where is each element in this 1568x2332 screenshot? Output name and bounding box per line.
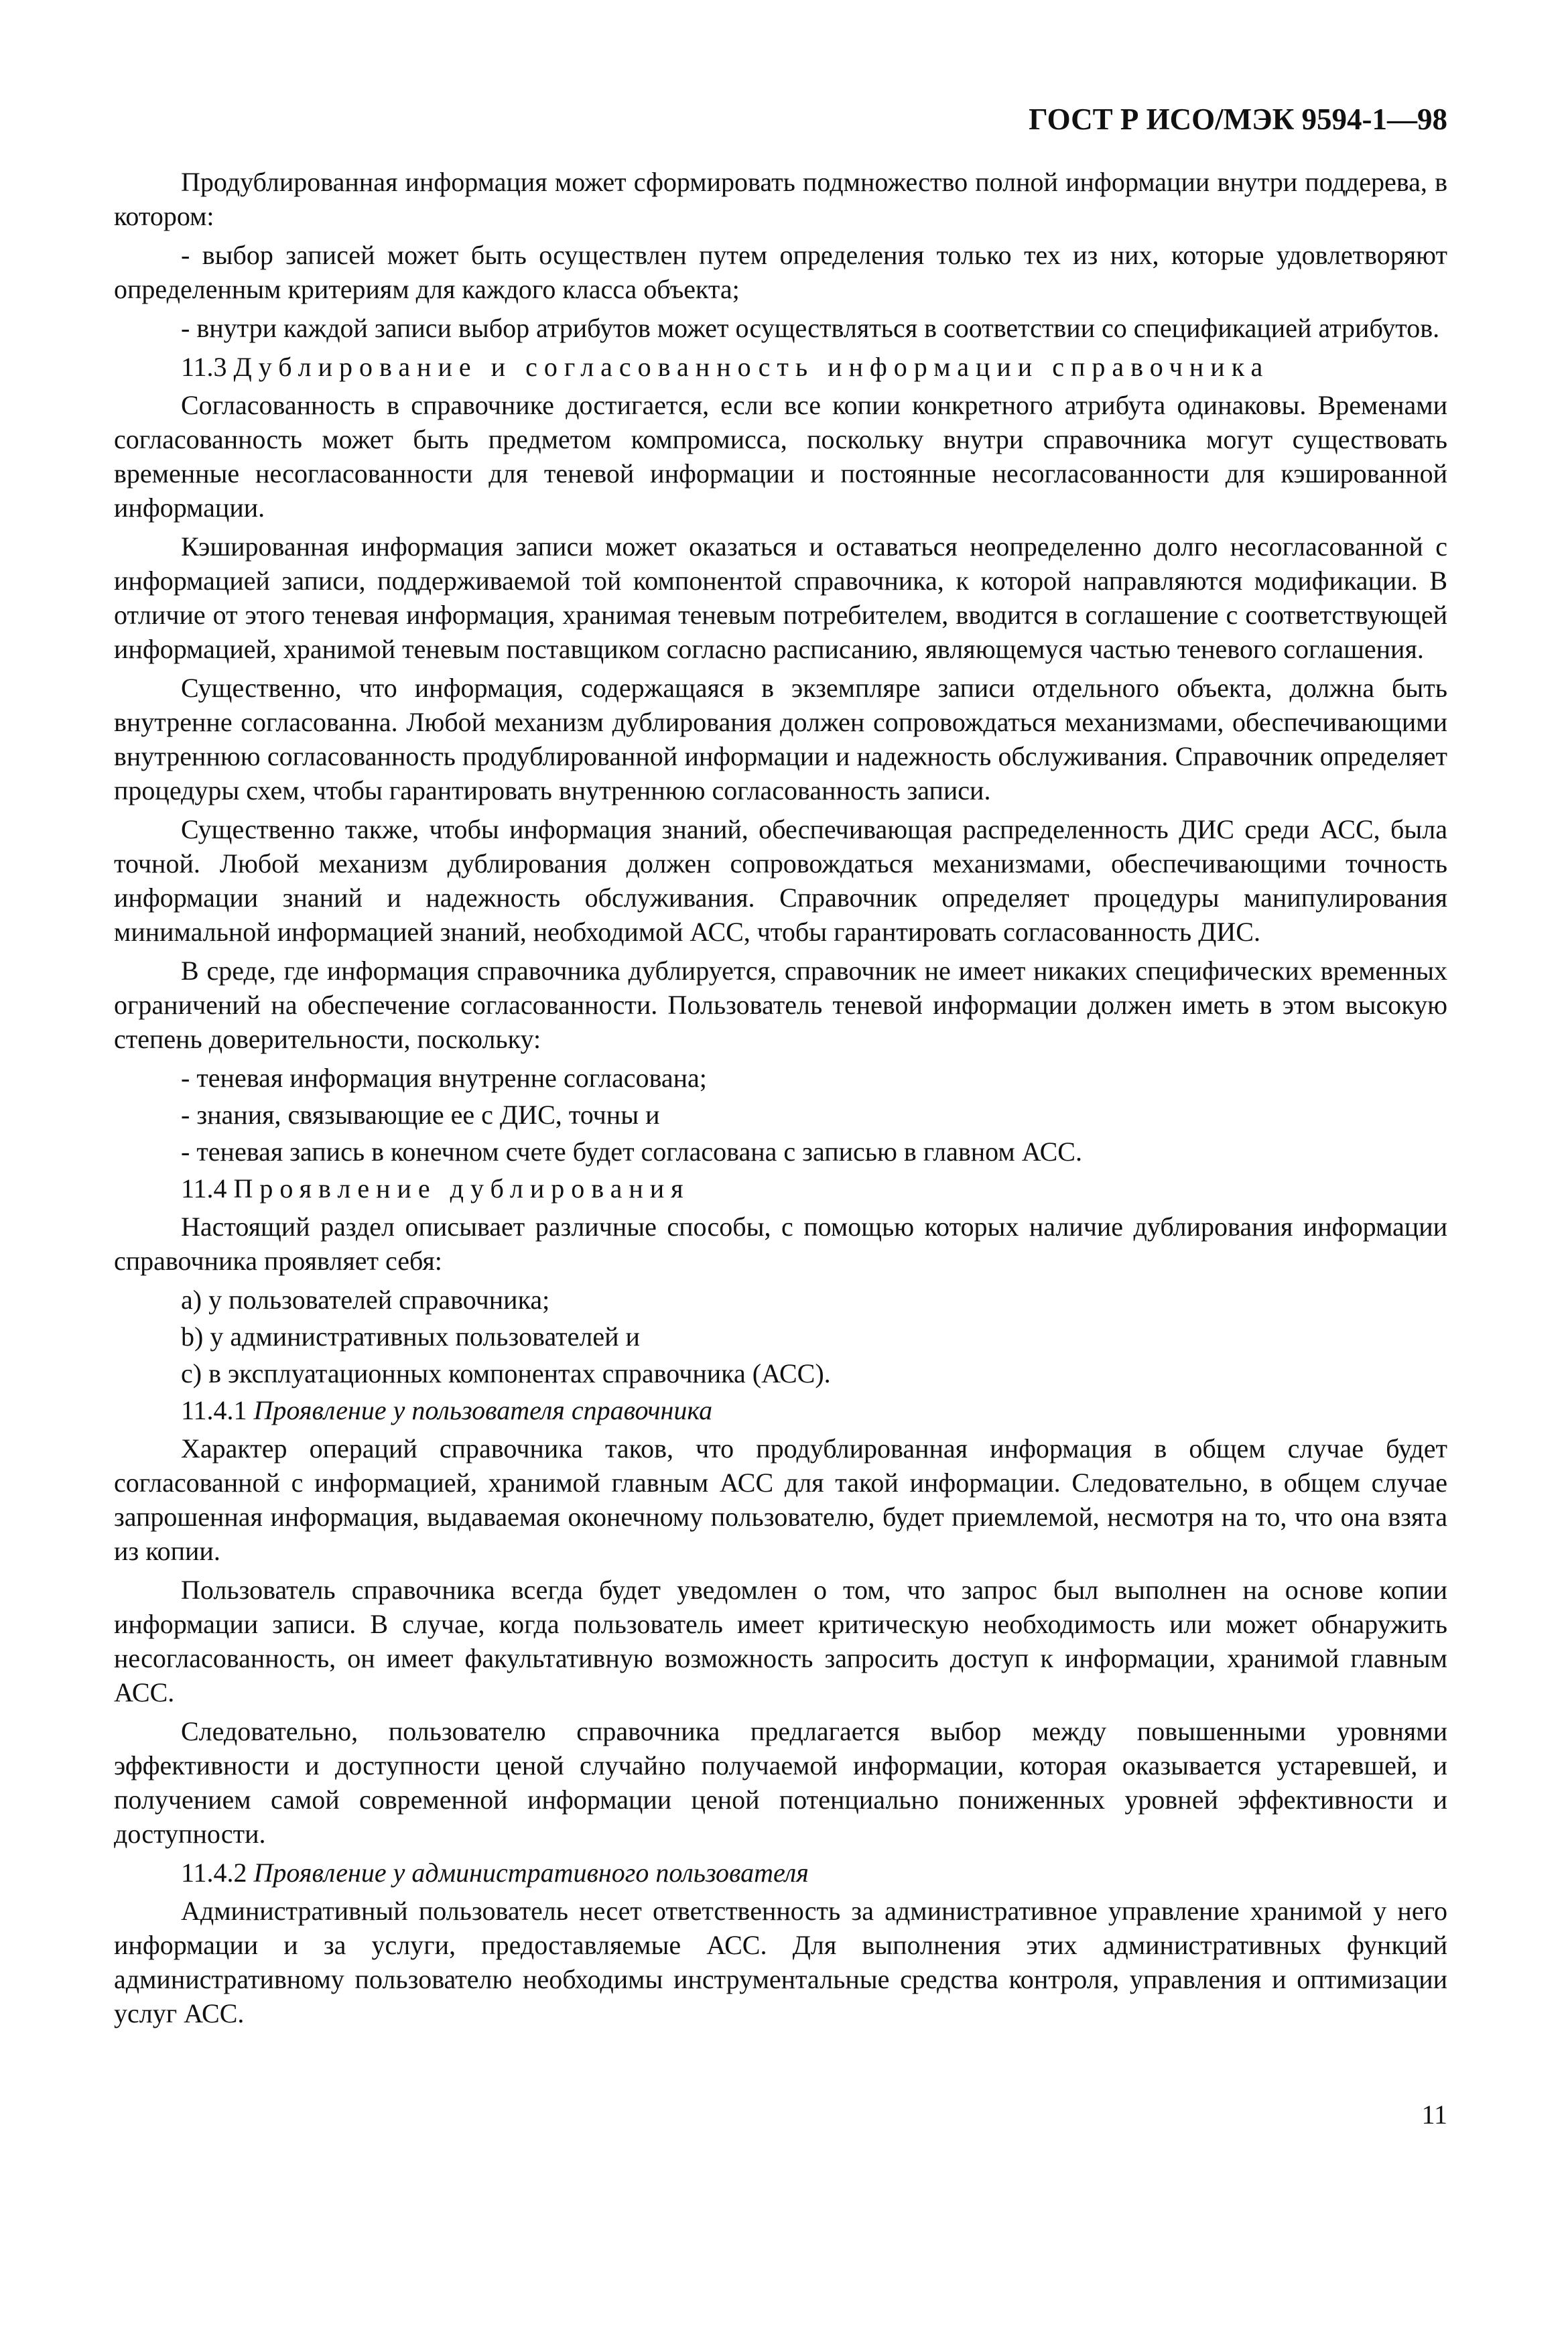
section-number: 11.4.1	[181, 1395, 247, 1425]
paragraph-internal-consistency: Существенно, что информация, содержащаяся в экземпляре записи отдельного объекта, должна быть внутренне согласованна. Любой механизм дублирования должен сопровождаться механизмами, обеспечивающими внутреннюю согласованность продублированной информации и надежность обслуживания. Справочник определяет процедуры схем, чтобы гарантировать внутреннюю согласованность записи.	[114, 673, 1447, 805]
list-item-b: b) у административных пользователей и	[181, 1321, 640, 1352]
list-item-shadow-consistent: - теневая информация внутренне согласована;	[181, 1063, 707, 1093]
standard-code-header: ГОСТ Р ИСО/МЭК 9594-1—98	[1029, 103, 1447, 136]
section-heading-11-3	[114, 350, 1447, 384]
list-item-a: a) у пользователей справочника;	[181, 1285, 550, 1315]
section-number: 11.4.2	[181, 1858, 247, 1888]
page-number: 11	[1421, 2099, 1447, 2130]
paragraph-consistency: Согласованность в справочнике достигается, если все копии конкретного атрибута одинаковы. Временами согласованность может быть предметом компромисса, поскольку внутри справочника могут существовать временные несогласованности для теневой информации и постоянные несогласованности для кэшированной информации.	[114, 390, 1447, 523]
list-item-knowledge-accurate: - знания, связывающие ее с ДИС, точны и	[181, 1100, 660, 1130]
paragraph-admin-user: Административный пользователь несет ответственность за административное управление хранимой у него информации и за услуги, предоставляемые АСС. Для выполнения этих административных функций административному пользователю необходимы инструментальные средства контроля, управления и оптимизации услуг АСС.	[114, 1896, 1447, 2028]
document-page	[114, 101, 1447, 2035]
section-title: Проявление дублирования	[233, 1173, 690, 1204]
section-title: Дублирование и согласованность информации справочника	[233, 352, 1270, 382]
section-title: Проявление у административного пользователя	[253, 1858, 809, 1888]
section-number: 11.4	[181, 1173, 227, 1204]
section-title: Проявление у пользователя справочника	[253, 1395, 713, 1425]
paragraph-knowledge-accuracy: Существенно также, чтобы информация знаний, обеспечивающая распределенность ДИС среди АСС, была точной. Любой механизм дублирования должен сопровождаться механизмами, обеспечивающими точность информации знаний и надежность обслуживания. Справочник определяет процедуры манипулирования минимальной информацией знаний, необходимой АСС, чтобы гарантировать согласованность ДИС.	[114, 814, 1447, 947]
list-item-entry-selection: - выбор записей может быть осуществлен путем определения только тех из них, которые удовлетворяют определенным критериям для каждого класса объекта;	[114, 240, 1447, 304]
list-item-c: c) в эксплуатационных компонентах справочника (АСС).	[181, 1358, 831, 1388]
section-heading-11-4-2	[114, 1856, 1447, 1890]
section-number: 11.3	[181, 352, 227, 382]
list-item-shadow-eventual: - теневая запись в конечном счете будет согласована с записью в главном АСС.	[181, 1137, 1082, 1167]
paragraph-operations-character: Характер операций справочника таков, что продублированная информация в общем случае будет согласованной с информацией, хранимой главным АСС для такой информации. Следовательно, в общем случае запрошенная информация, выдаваемая оконечному пользователю, будет приемлемой, несмотря на то, что она взята из копии.	[114, 1433, 1447, 1566]
paragraph-replicated-info: Продублированная информация может сформировать подмножество полной информации внутри поддерева, в котором:	[114, 167, 1447, 231]
section-heading-11-4-1	[114, 1393, 1447, 1427]
paragraph-cached-info: Кэшированная информация записи может оказаться и оставаться неопределенно долго несогласованной с информацией записи, поддерживаемой той компонентой справочника, к которой направляются модификации. В отличие от этого теневая информация, хранимая теневым потребителем, вводится в соглашение с соответствующей информацией, хранимой теневым поставщиком согласно расписанию, являющемуся частью теневого соглашения.	[114, 531, 1447, 664]
list-item-attribute-selection: - внутри каждой записи выбор атрибутов может осуществляться в соответствии со спецификацией атрибутов.	[181, 313, 1440, 343]
paragraph-manifestation-intro: Настоящий раздел описывает различные способы, с помощью которых наличие дублирования информации справочника проявляет себя:	[114, 1212, 1447, 1276]
paragraph-user-notification: Пользователь справочника всегда будет уведомлен о том, что запрос был выполнен на основе копии информации записи. В случае, когда пользователь имеет критическую необходимость или может обнаружить несогласованность, он имеет факультативную возможность запросить доступ к информации, хранимой главным АСС.	[114, 1575, 1447, 1707]
paragraph-shadow-confidence: В среде, где информация справочника дублируется, справочник не имеет никаких специфических временных ограничений на обеспечение согласованности. Пользователь теневой информации должен иметь в этом высокую степень доверительности, поскольку:	[114, 956, 1447, 1054]
section-heading-11-4	[114, 1171, 1447, 1206]
paragraph-user-choice: Следовательно, пользователю справочника предлагается выбор между повышенными уровнями эффективности и доступности ценой случайно получаемой информации, которая оказывается устаревшей, и получением самой современной информации ценой потенциально пониженных уровней эффективности и доступности.	[114, 1716, 1447, 1849]
